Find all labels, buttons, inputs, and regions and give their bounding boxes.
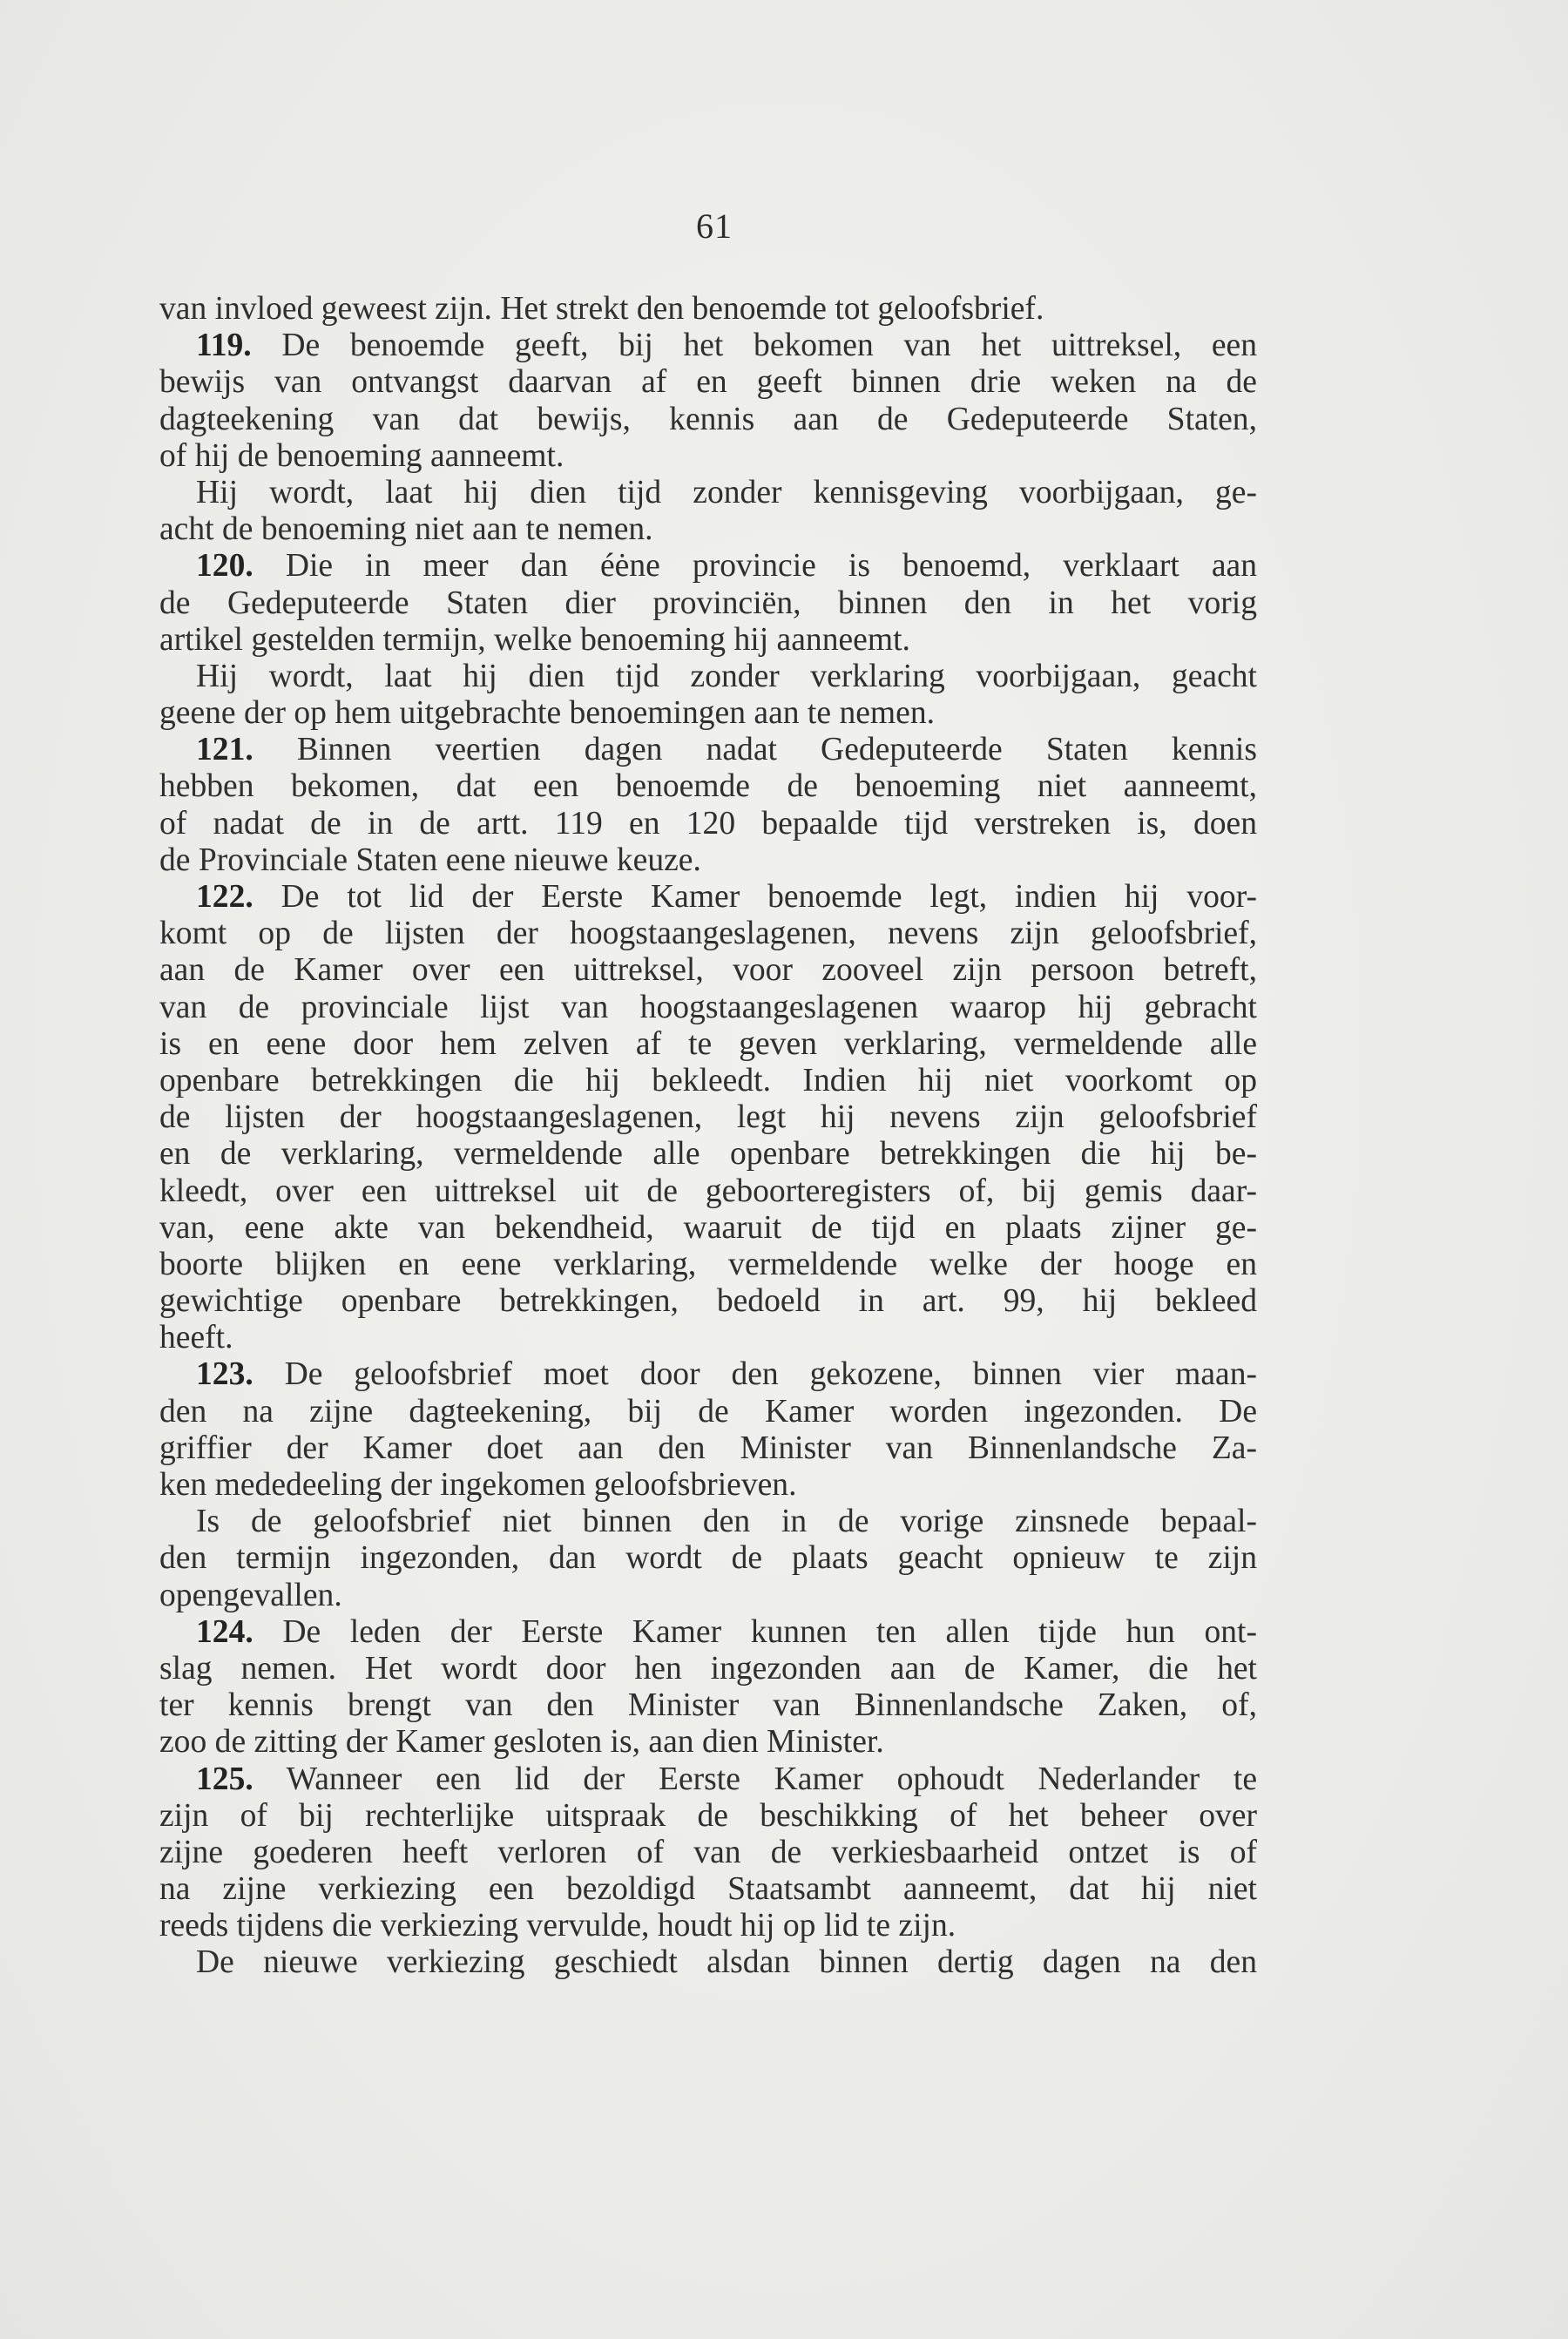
line-text: van de provinciale lijst van hoogstaangeslagenen waarop hij gebracht <box>159 989 1257 1025</box>
text-line <box>159 879 1257 916</box>
line-text: artikel gestelden termijn, welke benoeming hij aanneemt. <box>159 621 910 658</box>
text-line <box>159 1356 1257 1393</box>
line-text: De nieuwe verkiezing geschiedt alsdan binnen dertig dagen na den <box>196 1944 1257 1981</box>
line-text: bewijs van ontvangst daarvan af en geeft binnen drie weken na de <box>159 364 1257 401</box>
article-number: 124. <box>196 1613 253 1650</box>
line-text: boorte blijken en eene verklaring, vermeldende welke der hooge en <box>159 1246 1257 1282</box>
line-text: Is de geloofsbrief niet binnen den in de vorige zinsnede bepaal- <box>196 1504 1257 1540</box>
line-text: zijne goederen heeft verloren of van de verkiesbaarheid ontzet is of <box>159 1834 1257 1870</box>
text-line <box>159 1430 1257 1467</box>
line-text: acht de benoeming niet aan te nemen. <box>159 511 653 548</box>
text-line <box>159 291 1257 328</box>
text-line <box>159 475 1257 511</box>
line-text: is en eene door hem zelven af te geven verklaring, vermeldende alle <box>159 1025 1257 1062</box>
line-text: reeds tijdens die verkiezing vervulde, houdt hij op lid te zijn. <box>159 1908 956 1944</box>
text-line <box>159 1136 1257 1173</box>
text-line <box>159 1210 1257 1247</box>
text-line <box>159 1651 1257 1687</box>
line-text: opengevallen. <box>159 1577 342 1613</box>
line-text: ter kennis brengt van den Minister van Binnenlandsche Zaken, of, <box>159 1687 1257 1724</box>
text-line <box>159 585 1257 622</box>
line-text: Hij wordt, laat hij dien tijd zonder kennisgeving voorbijgaan, ge- <box>196 474 1257 510</box>
text-line <box>159 328 1257 364</box>
text-line <box>159 1798 1257 1835</box>
text-line <box>159 1026 1257 1063</box>
line-text: heeft. <box>159 1320 233 1356</box>
text-line <box>159 1614 1257 1651</box>
line-text: den na zijne dagteekening, bij de Kamer worden ingezonden. De <box>159 1393 1257 1430</box>
article-number: 125. <box>196 1761 253 1797</box>
line-text: van invloed geweest zijn. Het strekt den benoemde tot geloofsbrief. <box>159 291 1044 327</box>
body-text <box>159 291 1257 1982</box>
text-line <box>159 695 1257 732</box>
text-line <box>159 1320 1257 1356</box>
text-line <box>159 1247 1257 1283</box>
text-line <box>159 768 1257 805</box>
line-text: van, eene akte van bekendheid, waaruit de tijd en plaats zijner ge- <box>159 1209 1257 1246</box>
text-line <box>159 659 1257 695</box>
line-text: openbare betrekkingen die hij bekleedt. Indien hij niet voorkomt op <box>159 1062 1257 1099</box>
line-text: of hij de benoeming aanneemt. <box>159 437 564 474</box>
text-line <box>159 1724 1257 1761</box>
article-number: 119. <box>196 328 252 364</box>
text-line <box>159 1687 1257 1724</box>
text-line <box>159 1578 1257 1614</box>
text-line <box>159 402 1257 438</box>
text-line <box>159 952 1257 989</box>
text-line <box>159 1908 1257 1944</box>
text-line <box>159 1099 1257 1136</box>
line-text: kleedt, over een uittreksel uit de geboorteregisters of, bij gemis daar- <box>159 1173 1257 1209</box>
text-line <box>159 1063 1257 1099</box>
article-number: 121. <box>196 732 253 768</box>
line-text: of nadat de in de artt. 119 en 120 bepaalde tijd verstreken is, doen <box>159 805 1257 842</box>
text-line <box>159 842 1257 879</box>
text-line <box>159 732 1257 768</box>
text-line <box>159 511 1257 548</box>
line-text: Binnen veertien dagen nadat Gedeputeerde Staten kennis <box>253 732 1257 768</box>
line-text: Hij wordt, laat hij dien tijd zonder verklaring voorbijgaan, geacht <box>196 658 1257 694</box>
line-text: zijn of bij rechterlijke uitspraak de beschikking of het beheer over <box>159 1797 1257 1834</box>
page-number: 61 <box>696 206 733 246</box>
line-text: dagteekening van dat bewijs, kennis aan de Gedeputeerde Staten, <box>159 401 1257 437</box>
line-text: de Gedeputeerde Staten dier provinciën, binnen den in het vorig <box>159 585 1257 621</box>
line-text: gewichtige openbare betrekkingen, bedoeld in art. 99, hij bekleed <box>159 1283 1257 1320</box>
line-text: Die in meer dan éėne provincie is benoemd, verklaart aan <box>253 548 1257 585</box>
text-line <box>159 806 1257 842</box>
line-text: en de verklaring, vermeldende alle openbare betrekkingen die hij be- <box>159 1136 1257 1173</box>
text-line <box>159 1394 1257 1430</box>
text-line <box>159 622 1257 659</box>
text-line <box>159 548 1257 585</box>
line-text: De leden der Eerste Kamer kunnen ten allen tijde hun ont- <box>253 1613 1257 1650</box>
text-line <box>159 1504 1257 1540</box>
line-text: geene der op hem uitgebrachte benoemingen aan te nemen. <box>159 695 936 732</box>
line-text: de lijsten der hoogstaangeslagenen, legt hij nevens zijn geloofsbrief <box>159 1099 1257 1136</box>
text-line <box>159 364 1257 401</box>
line-text: De benoemde geeft, bij het bekomen van het uittreksel, een <box>251 328 1257 364</box>
text-line <box>159 1871 1257 1908</box>
article-number: 120. <box>196 548 253 585</box>
article-number: 122. <box>196 879 253 915</box>
text-line <box>159 438 1257 475</box>
text-line <box>159 1761 1257 1798</box>
line-text: na zijne verkiezing een bezoldigd Staatsambt aanneemt, dat hij niet <box>159 1871 1257 1908</box>
article-number: 123. <box>196 1356 253 1393</box>
text-line <box>159 1173 1257 1210</box>
line-text: den termijn ingezonden, dan wordt de plaats geacht opnieuw te zijn <box>159 1540 1257 1577</box>
line-text: slag nemen. Het wordt door hen ingezonden aan de Kamer, die het <box>159 1650 1257 1687</box>
line-text: hebben bekomen, dat een benoemde de benoeming niet aanneemt, <box>159 768 1257 805</box>
line-text: De tot lid der Eerste Kamer benoemde legt, indien hij voor- <box>253 879 1257 915</box>
text-line <box>159 990 1257 1026</box>
line-text: ken mededeeling der ingekomen geloofsbrieven. <box>159 1467 797 1503</box>
line-text: Wanneer een lid der Eerste Kamer ophoudt Nederlander te <box>253 1761 1257 1797</box>
line-text: zoo de zitting der Kamer gesloten is, aan dien Minister. <box>159 1724 884 1761</box>
text-line <box>159 1835 1257 1871</box>
text-line <box>159 1467 1257 1504</box>
line-text: De geloofsbrief moet door den gekozene, binnen vier maan- <box>253 1356 1257 1393</box>
line-text: griffier der Kamer doet aan den Minister van Binnenlandsche Za- <box>159 1430 1257 1466</box>
text-line <box>159 1283 1257 1320</box>
text-line <box>159 1540 1257 1577</box>
text-line <box>159 916 1257 952</box>
line-text: komt op de lijsten der hoogstaangeslagenen, nevens zijn geloofsbrief, <box>159 916 1257 952</box>
line-text: de Provinciale Staten eene nieuwe keuze. <box>159 842 701 878</box>
line-text: aan de Kamer over een uittreksel, voor zooveel zijn persoon betreft, <box>159 952 1257 989</box>
text-line <box>159 1944 1257 1981</box>
